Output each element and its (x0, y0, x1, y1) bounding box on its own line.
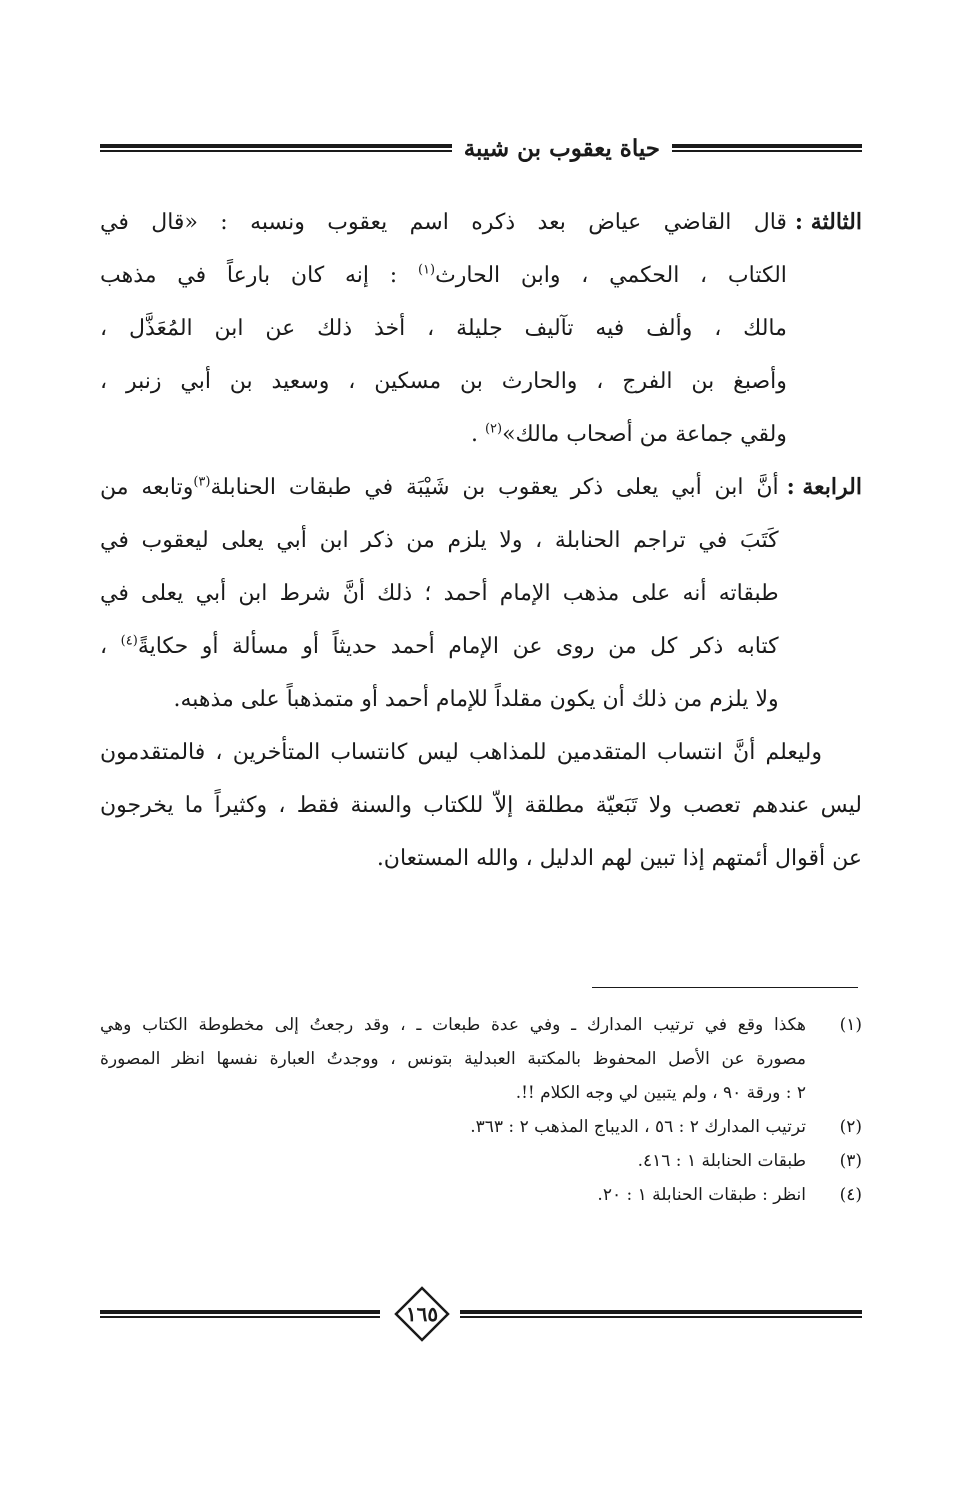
footer-rule-left (100, 1309, 380, 1319)
footnote-ref-1: (١) (417, 262, 436, 278)
footnote-4 (100, 1178, 862, 1212)
text-line: وأصبغ بن الفرج ، والحارث بن مسكين ، وسعيد بن أبي زنبر ، (100, 369, 787, 394)
text-line: أنَّ ابن أبي يعلى ذكر يعقوب بن شَيْبَة في طبقات الحنابلة$^{(٣)}$وتابعه من (100, 474, 779, 500)
text-line: ليس عندهم تعصب ولا تَبَعيّة مطلقة إلاّ للكتاب والسنة فقط ، وكثيراً ما يخرجون (100, 793, 862, 818)
footnote-ref-3: (٣) (193, 474, 211, 490)
text-line: طبقاته أنه على مذهب الإمام أحمد ؛ ذلك أنَّ شرط ابن أبي يعلى في (100, 581, 779, 606)
footnote-line: هكذا وقع في ترتيب المدارك ـ وفي عدة طبعات ـ ، وقد رجعتُ إلى مخطوطة الكتاب وهي (100, 1015, 806, 1035)
footnote-2 (100, 1110, 862, 1144)
text-line: الكتاب ، الحكمي ، وابن الحارث$^{(١)}$ : إنه كان بارعاً في مذهب (100, 262, 787, 288)
footer-rule-right (460, 1309, 862, 1319)
footnote-line: ترتيب المدارك ٢ : ٥٦ ، الديباج المذهب ٢ : ٣٦٣. (470, 1117, 806, 1137)
text-line: كتابه ذكر كل من روى عن الإمام أحمد حديثاً أو مسألة أو حكايةً$^{(٤)}$ ، (100, 633, 779, 659)
footnote-number: (٣) (839, 1151, 862, 1171)
page-footer (100, 1282, 862, 1346)
paragraph-closing (100, 726, 862, 885)
header-rule-left (100, 143, 452, 153)
footnote-1 (100, 1008, 862, 1110)
footnote-number: (٤) (839, 1185, 862, 1205)
footnote-separator (592, 987, 858, 988)
footnote-ref-4: (٤) (120, 633, 138, 649)
text-line: ولا يلزم من ذلك أن يكون مقلداً للإمام أحمد أو متمذهباً على مذهبه. (173, 687, 779, 712)
footnote-number: (١) (839, 1015, 862, 1035)
paragraph-label-third: الثالثة : (794, 209, 862, 235)
text-line: مالك ، وألف فيه تآليف جليلة ، أخذ ذلك عن ابن المُعَذَّل ، (100, 316, 787, 341)
footnotes (100, 1008, 862, 1212)
main-text (100, 196, 862, 885)
paragraph-fourth (100, 461, 862, 726)
footnote-ref-2: (٢) (484, 421, 503, 437)
footnote-line: ٢ : ورقة ٩٠ ، ولم يتبين لي وجه الكلام !!. (515, 1083, 806, 1103)
footnote-line: طبقات الحنابلة ١ : ٤١٦. (637, 1151, 806, 1171)
paragraph-third (100, 196, 862, 461)
text-line: عن أقوال أئمتهم إذا تبين لهم الدليل ، والله المستعان. (376, 846, 862, 871)
footnote-number: (٢) (839, 1117, 862, 1137)
paragraph-label-fourth: الرابعة : (786, 474, 862, 500)
header-rule-right (672, 143, 862, 153)
text-line: قال القاضي عياض بعد ذكره اسم يعقوب ونسبه : «قال في (100, 210, 787, 235)
running-header-title: حياة يعقوب بن شيبة (463, 134, 660, 162)
footnote-line: مصورة عن الأصل المحفوظ بالمكتبة العبدلية بتونس ، ووجدتُ العبارة نفسها انظر المصورة (100, 1049, 806, 1069)
footnote-3 (100, 1144, 862, 1178)
page-number: ١٦٥ (405, 1302, 439, 1326)
text-line: ولقي جماعة من أصحاب مالك»$^{(٢)}$ . (470, 421, 787, 447)
text-line: وليعلم أنَّ انتساب المتقدمين للمذاهب ليس كانتساب المتأخرين ، فالمتقدمون (100, 740, 822, 765)
text-line: كَتَبَ في تراجم الحنابلة ، ولا يلزم من ذكر ابن أبي يعلى ليعقوب في (100, 528, 779, 553)
running-header (100, 128, 862, 168)
footnote-line: انظر : طبقات الحنابلة ١ : ٢٠. (597, 1185, 806, 1205)
